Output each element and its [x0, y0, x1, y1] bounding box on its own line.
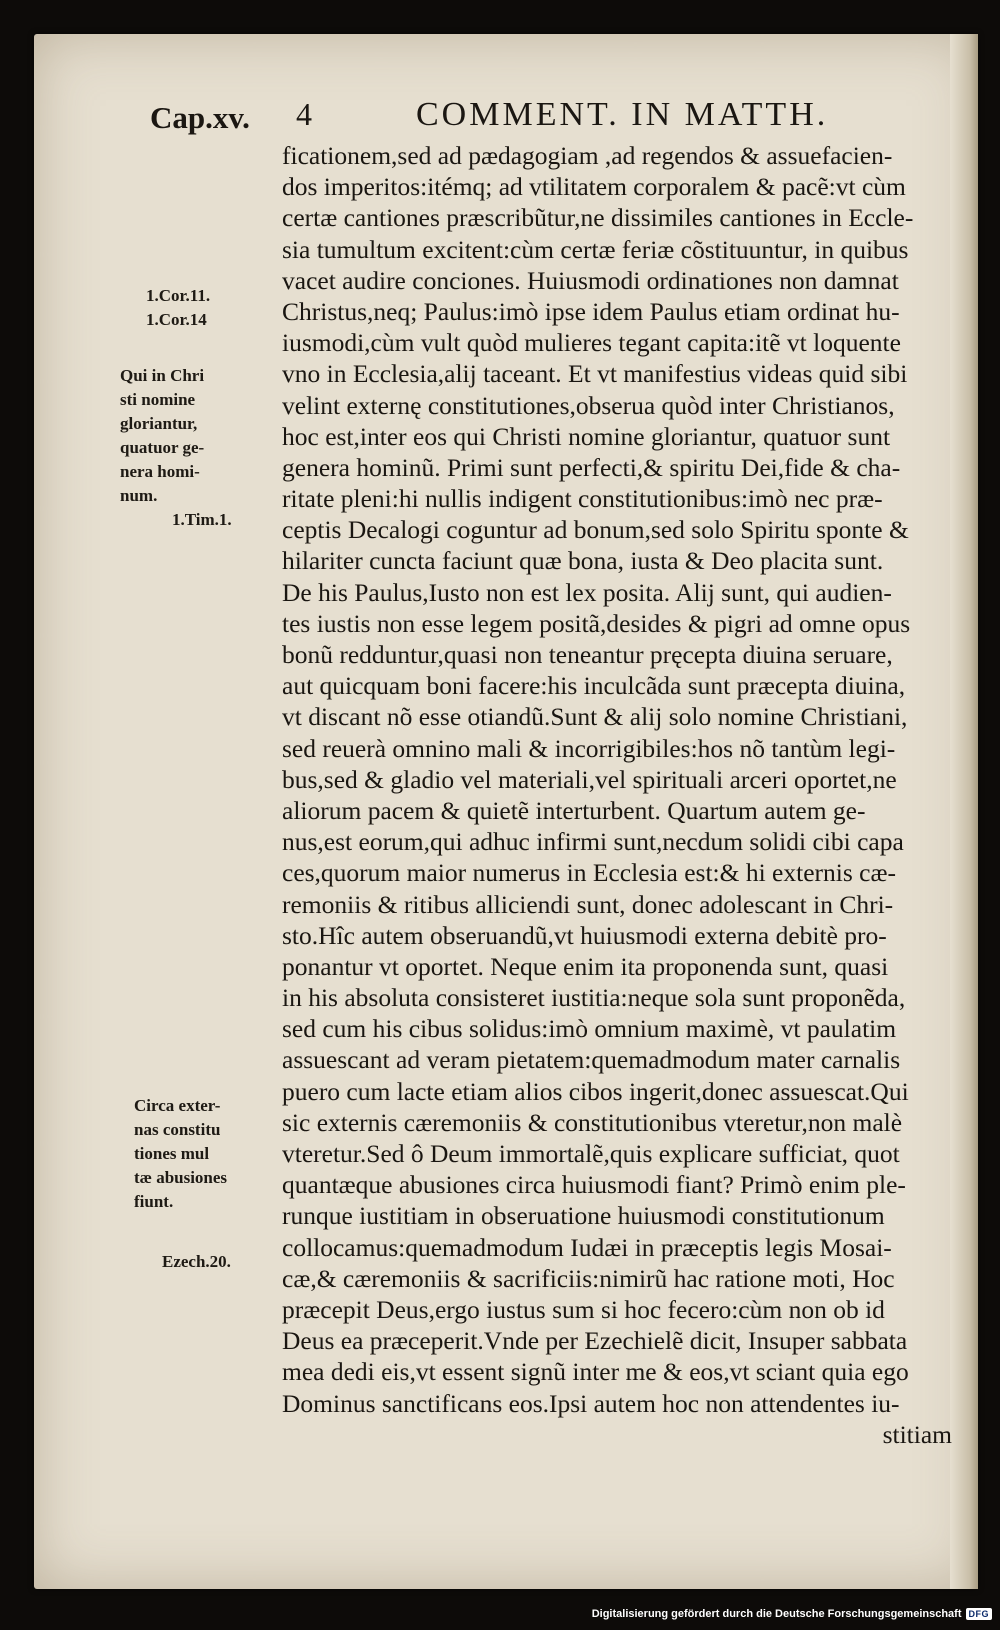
marginal-note-line: sti nomine: [120, 390, 196, 409]
marginal-note-line: 1.Cor.14: [146, 310, 207, 329]
marginal-note-line: 1.Cor.11.: [146, 286, 211, 305]
marginal-note-circa-externas: [134, 1094, 227, 1214]
text-line: Deus ea præceperit.Vnde per Ezechielẽ dicit, Insuper sabbata: [282, 1326, 908, 1356]
chapter-label: Cap.xv.: [150, 100, 250, 135]
text-line: collocamus:quemadmodum Iudæi in præceptis legis Mosai-: [282, 1232, 892, 1262]
text-line: ponantur vt oportet. Neque enim ita proponenda sunt, quasi: [282, 951, 889, 981]
text-line: bus,sed & gladio vel materiali,vel spirituali arceri oportet,ne: [282, 764, 897, 794]
text-line: assuescant ad veram pietatem:quemadmodum mater carnalis: [282, 1045, 901, 1075]
text-line: cæ,& cæremoniis & sacrificiis:nimirũ hac ratione moti, Hoc: [282, 1263, 895, 1293]
marginal-note-line: nas constitu: [134, 1120, 221, 1139]
folio-number: 4: [296, 96, 312, 132]
text-line: De his Paulus,Iusto non est lex posita. Alij sunt, qui audien-: [282, 577, 892, 607]
book-page: [34, 34, 978, 1589]
marginal-note-line: tæ abusiones: [134, 1168, 228, 1187]
text-line: sic externis cæremoniis & constitutionibus vteretur,non malè: [282, 1107, 903, 1137]
text-line: remoniis & ritibus alliciendi sunt, donec adolescant in Chri-: [282, 889, 894, 919]
marginal-note-line: gloriantur,: [120, 414, 198, 433]
main-text-block: [282, 140, 982, 1450]
text-line: certæ cantiones præscribũtur,ne dissimiles cantiones in Eccle-: [282, 203, 914, 233]
marginal-note-cor11: [146, 284, 210, 308]
text-line: iusmodi,cùm vult quòd mulieres tegant capita:itẽ vt loquente: [282, 328, 901, 358]
text-line: bonũ redduntur,quasi non teneantur pręcepta diuina seruare,: [282, 640, 893, 669]
text-line: sia tumultum excitent:cùm certæ feriæ cõstituuntur, in quibus: [282, 234, 909, 264]
marginal-note-line: num.: [120, 486, 158, 505]
text-line: sto.Hîc autem obseruandũ,vt huiusmodi externa debitè pro-: [282, 920, 887, 950]
text-line: in his absoluta consisteret iustitia:neque sola sunt proponẽda,: [282, 983, 906, 1013]
text-line: dos imperitos:itémq; ad vtilitatem corporalem & pacẽ:vt cùm: [282, 172, 906, 202]
marginal-note-line: tiones mul: [134, 1144, 210, 1163]
text-line: præcepit Deus,ergo iustus sum si hoc fecero:cùm non ob id: [282, 1294, 885, 1324]
text-line: runque iustitiam in obseruatione huiusmodi constitutionum: [282, 1201, 885, 1231]
marginal-note-line: nera homi-: [120, 462, 200, 481]
marginal-note-ezech20: [162, 1250, 231, 1274]
text-line: Christus,neq; Paulus:imò ipse idem Paulus etiam ordinat hu-: [282, 296, 900, 326]
marginal-note-line: Ezech.20.: [162, 1252, 231, 1271]
marginal-note-line: fiunt.: [134, 1192, 174, 1211]
marginal-note-line: quatuor ge-: [120, 438, 205, 457]
footer-credit: Digitalisierung gefördert durch die Deutsche Forschungsgemeinschaft: [591, 1608, 962, 1620]
text-line: genera hominũ. Primi sunt perfecti,& spiritu Dei,fide & cha-: [282, 452, 901, 482]
marginal-note-tim1: [172, 508, 232, 532]
text-line: vteretur.Sed ô Deum immortalẽ,quis explicare sufficiat, quot: [282, 1139, 900, 1168]
marginal-notes: [34, 34, 294, 1589]
text-line: aut quicquam boni facere:his inculcãda sunt præcepta diuina,: [282, 671, 906, 701]
digitization-footer: [592, 1605, 992, 1623]
text-line: ficationem,sed ad pædagogiam ,ad regendos & assuefacien-: [282, 141, 893, 170]
marginal-note-quatuor-genera: [120, 364, 204, 508]
marginal-note-cor14: [146, 308, 207, 332]
marginal-note-line: Qui in Chri: [120, 366, 205, 385]
text-line: Dominus sanctificans eos.Ipsi autem hoc non attendentes iu-: [282, 1388, 900, 1418]
text-line: tes iustis non esse legem positã,desides & pigri ad omne opus: [282, 608, 911, 638]
marginal-note-line: Circa exter-: [134, 1096, 221, 1115]
text-line: nus,est eorum,qui adhuc infirmi sunt,necdum solidi cibi capa: [282, 827, 904, 857]
text-line: ceptis Decalogi coguntur ad bonum,sed solo Spiritu sponte &: [282, 515, 909, 545]
running-title: COMMENT. IN MATTH.: [416, 96, 829, 133]
text-line: mea dedi eis,vt essent signũ inter me & eos,vt sciant quia ego: [282, 1357, 909, 1387]
text-line: sed reuerà omnino mali & incorrigibiles:hos nõ tantùm legi-: [282, 733, 896, 763]
text-line: ces,quorum maior numerus in Ecclesia est:& hi externis cæ-: [282, 858, 896, 888]
dfg-logo-icon: DFG: [966, 1608, 993, 1620]
text-line: stitiam: [882, 1419, 952, 1449]
text-line: ritate pleni:hi nullis indigent constitutionibus:imò nec præ-: [282, 484, 883, 514]
text-line: aliorum pacem & quietẽ interturbent. Quartum autem ge-: [282, 795, 866, 825]
text-line: vno in Ecclesia,alij taceant. Et vt manifestius videas quid sibi: [282, 359, 908, 389]
text-line: vt discant nõ esse otiandũ.Sunt & alij solo nomine Christiani,: [282, 702, 908, 732]
text-line: vacet audire conciones. Huiusmodi ordinationes non damnat: [282, 265, 899, 295]
text-line: quantæque abusiones circa huiusmodi fiant? Primò enim ple-: [282, 1170, 906, 1200]
text-line: velint externę constitutiones,obserua quòd inter Christianos,: [282, 390, 895, 420]
text-line: hoc est,inter eos qui Christi nomine gloriantur, quatuor sunt: [282, 421, 891, 451]
text-line: sed cum his cibus solidus:imò omnium maximè, vt paulatim: [282, 1014, 897, 1044]
marginal-note-line: 1.Tim.1.: [172, 510, 232, 529]
text-line: hilariter cuncta faciunt quæ bona, iusta & Deo placita sunt.: [282, 546, 884, 576]
text-line: puero cum lacte etiam alios cibos ingerit,donec assuescat.Qui: [282, 1076, 909, 1106]
